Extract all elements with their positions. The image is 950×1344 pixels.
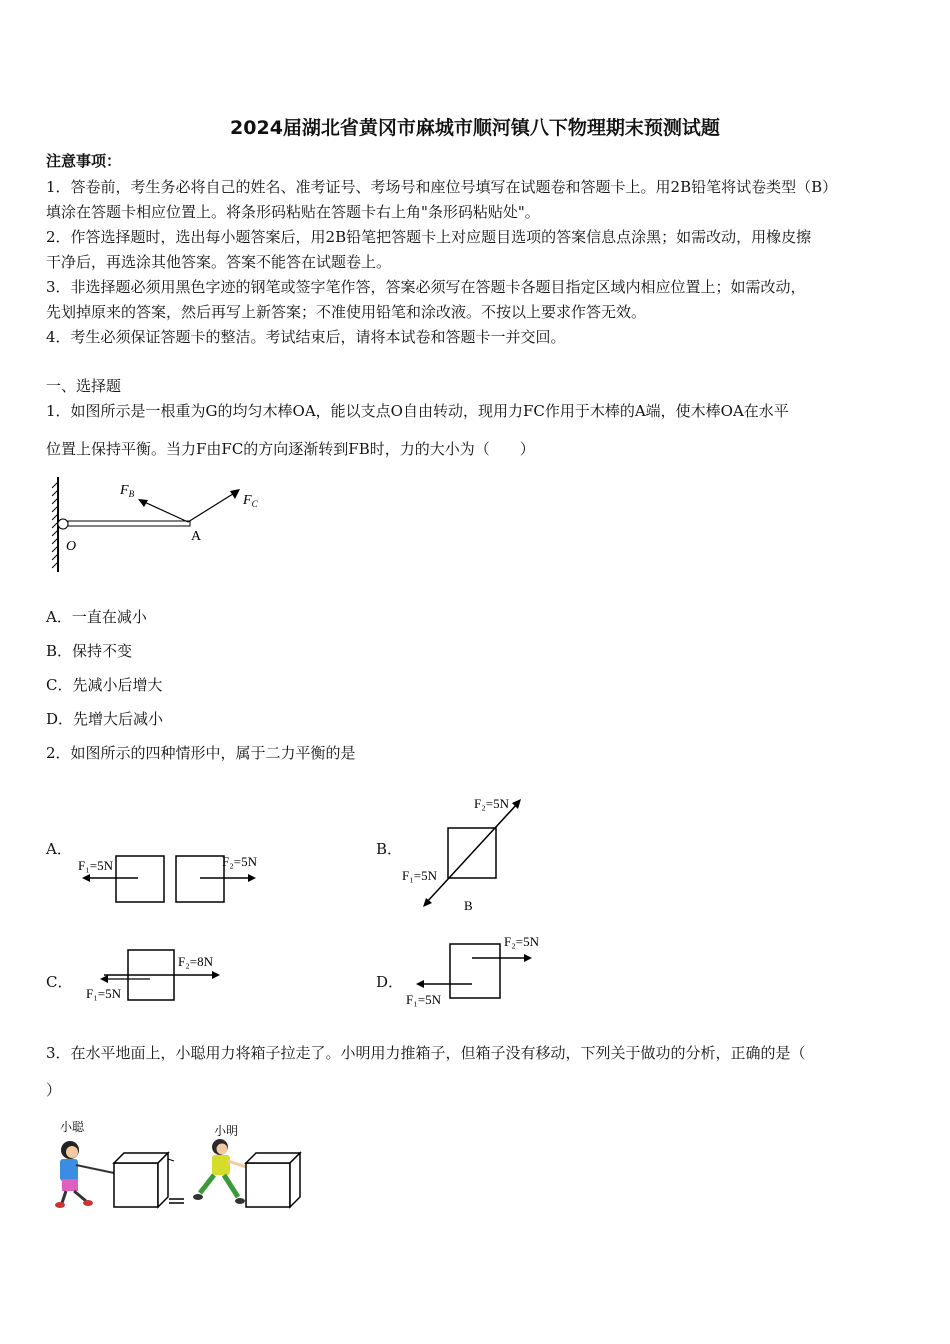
block-left <box>116 856 164 902</box>
q1-option-a: A．一直在减小 <box>46 608 147 626</box>
q1-stem-line2: 位置上保持平衡。当力F由FC的方向逐渐转到FB时，力的大小为（ ） <box>46 440 535 458</box>
b-name-label: B <box>464 898 473 913</box>
q3-figure <box>48 1115 308 1215</box>
force-f1-arrowhead <box>82 874 90 882</box>
pivot-circle <box>58 519 68 529</box>
q2-label-b: B． <box>376 840 403 858</box>
q2-label-c: C． <box>46 973 73 991</box>
d-f1-label: F₁=5N <box>406 992 441 1007</box>
force-f1-arrowhead <box>423 898 432 907</box>
notice-heading: 注意事项： <box>46 152 122 170</box>
o-label: O <box>66 539 77 554</box>
box-right <box>246 1153 300 1207</box>
q2-label-a: A． <box>46 840 72 858</box>
b-f2-label: F₂=5N <box>474 796 509 811</box>
section-heading: 一、选择题 <box>46 377 122 395</box>
q2-figure-d <box>404 930 554 1010</box>
force-fc-arrow <box>188 492 236 522</box>
boy-pushing-figure <box>193 1139 246 1204</box>
a-label: A <box>191 529 202 544</box>
force-f2-arrowhead <box>524 954 532 962</box>
xiaoming-label: 小明 <box>214 1124 239 1138</box>
q2-stem: 2．如图所示的四种情形中，属于二力平衡的是 <box>46 744 356 762</box>
a-f1-label: F₁=5N <box>78 858 113 873</box>
force-f2-arrowhead <box>248 874 256 882</box>
notice-line: 2．作答选择题时，选出每小题答案后，用2B铅笔把答题卡上对应题目选项的答案信息点涂黑；如需改动，用橡皮擦 <box>46 228 812 246</box>
notice-line: 3．非选择题必须用黑色字迹的钢笔或签字笔作答，答案必须写在答题卡各题目指定区域内相应位置上；如需改动， <box>46 278 806 296</box>
notice-line: 填涂在答题卡相应位置上。将条形码粘贴在答题卡右上角"条形码粘贴处"。 <box>46 203 540 221</box>
q2-figure-c <box>84 942 234 1010</box>
q3-stem-line2: ） <box>46 1081 62 1099</box>
a-f2-label: F₂=5N <box>222 854 257 869</box>
force-fb-arrow <box>140 500 188 522</box>
c-f2-label: F₂=8N <box>178 954 213 969</box>
q1-option-d: D．先增大后减小 <box>46 710 164 728</box>
block-right <box>176 856 224 902</box>
fc-label: $F_C$ <box>243 493 258 509</box>
q3-stem-line1: 3．在水平地面上，小聪用力将箱子拉走了。小明用力推箱子，但箱子没有移动，下列关于做功的分析，正确的是（ <box>46 1044 806 1062</box>
notice-line: 1．答卷前，考生务必将自己的姓名、准考证号、考场号和座位号填写在试题卷和答题卡上。用2B铅笔将试卷类型（B） <box>46 178 838 196</box>
q2-label-d: D． <box>376 973 404 991</box>
fb-label: $F_B$ <box>120 483 135 499</box>
notice-line: 干净后，再选涂其他答案。答案不能答在试题卷上。 <box>46 253 392 271</box>
c-f1-label: F₁=5N <box>86 986 121 1001</box>
q1-lever-figure <box>40 472 280 582</box>
q1-option-c: C．先减小后增大 <box>46 676 163 694</box>
notice-line: 先划掉原来的答案，然后再写上新答案；不准使用铅笔和涂改液。不按以上要求作答无效。 <box>46 303 647 321</box>
q1-option-b: B．保持不变 <box>46 642 133 660</box>
block <box>450 944 500 998</box>
q1-stem-line1: 1．如图所示是一根重为G的均匀木棒OA，能以支点O自由转动，现用力FC作用于木棒的A端，使木棒OA在水平 <box>46 402 789 420</box>
force-f1-arrowhead <box>416 980 424 988</box>
q2-figure-b <box>400 790 560 915</box>
page-title: 2024届湖北省黄冈市麻城市顺河镇八下物理期末预测试题 <box>230 117 720 139</box>
girl-pulling-figure <box>55 1141 114 1208</box>
box-left <box>114 1153 184 1207</box>
xiaocong-label: 小聪 <box>60 1120 85 1134</box>
lever-rod <box>68 521 190 526</box>
force-fc-arrowhead <box>230 489 240 499</box>
force-f2-arrowhead <box>212 971 220 979</box>
b-f1-label: F₁=5N <box>402 868 437 883</box>
q2-figure-a <box>76 848 276 908</box>
notice-line: 4．考生必须保证答题卡的整洁。考试结束后，请将本试卷和答题卡一并交回。 <box>46 328 566 346</box>
d-f2-label: F₂=5N <box>504 934 539 949</box>
